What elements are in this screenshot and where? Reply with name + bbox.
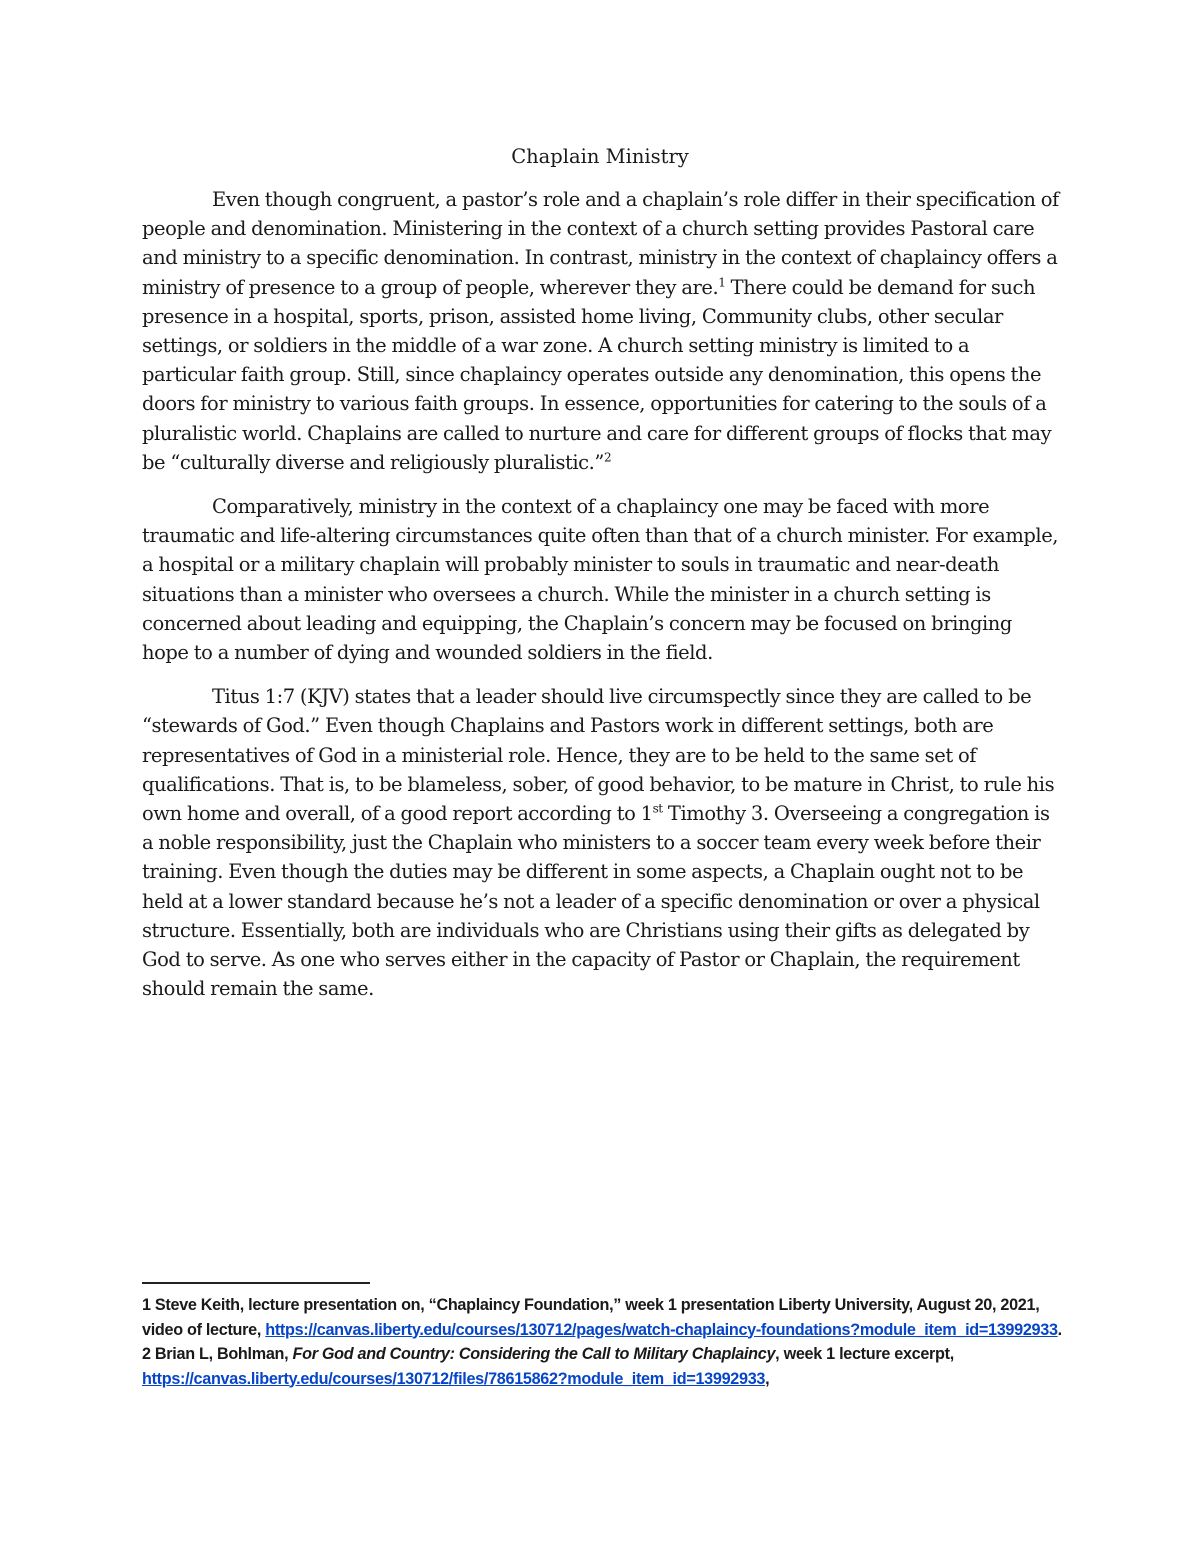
paragraph-3-text-a: Titus 1:7 (KJV) states that a leader should live circumspectly since they are called to be “stewards of God.” Even though Chaplains and Pastors work in different settings, both are representatives of God in a ministerial role. Hence, they are to be held to the same set of qualifications. That is, to be blameless, sober, of good behavior, to be mature in Christ, to rule his own home and overall, of a good report according to 1 [142, 685, 1055, 826]
footnote-2-link[interactable]: https://canvas.liberty.edu/courses/130712/files/78615862?module_item_id=13992933 [142, 1369, 766, 1388]
footnotes [142, 1293, 1072, 1391]
footnote-2 [142, 1342, 1072, 1391]
paragraph-1-text-b: There could be demand for such presence in a hospital, sports, prison, assisted home living, Community clubs, other secular settings, or soldiers in the middle of a war zone. A church setting ministry is limited to a particular faith group. Still, since chaplaincy operates outside any denomination, this opens the doors for ministry to various faith groups. In essence, opportunities for catering to the souls of a pluralistic world. Chaplains are called to nurture and care for different groups of flocks that may be “culturally diverse and religiously pluralistic.” [142, 275, 1052, 474]
paragraph-3-text-b: Timothy 3. Overseeing a congregation is a noble responsibility, just the Chaplain who ministers to a soccer team every week before their training. Even though the duties may be different in some aspects, a Chaplain ought not to be held at a lower standard because he’s not a leader of a specific denomination or over a physical structure. Essentially, both are individuals who are Christians using their gifts as delegated by God to serve. As one who serves either in the capacity of Pastor or Chaplain, the requirement should remain the same. [142, 802, 1050, 1001]
paragraph-3 [142, 682, 1062, 1003]
footnote-1-text: 1 Steve Keith, lecture presentation on, “Chaplaincy Foundation,” week 1 presentation Liberty University, August 20, 2021, video of lecture, [142, 1296, 1040, 1339]
footnote-ref-1[interactable]: 1 [718, 275, 726, 290]
footnote-separator [142, 1282, 370, 1284]
footnote-1 [142, 1293, 1072, 1342]
footnote-1-end: . [1057, 1320, 1062, 1339]
ordinal-superscript: st [652, 801, 663, 816]
footnote-2-book-title: For God and Country: Considering the Call to Military Chaplaincy [292, 1345, 776, 1363]
document-body [142, 185, 1062, 1018]
document-title: Chaplain Ministry [511, 145, 689, 168]
paragraph-2: Comparatively, ministry in the context of a chaplaincy one may be faced with more traumatic and life-altering circumstances quite often than that of a church minister. For example, a hospital or a military chaplain will probably minister to souls in traumatic and near-death situations than a minister who oversees a church. While the minister in a church setting is concerned about leading and equipping, the Chaplain’s concern may be focused on bringing hope to a number of dying and wounded soldiers in the field. [142, 495, 1059, 665]
footnote-ref-2[interactable]: 2 [603, 450, 612, 465]
footnote-2-suffix: , week 1 lecture excerpt, [775, 1345, 954, 1363]
footnote-1-link[interactable]: https://canvas.liberty.edu/courses/130712/pages/watch-chaplaincy-foundations?module_item_id=13992933 [265, 1320, 1058, 1339]
footnote-2-prefix: 2 Brian L, Bohlman, [142, 1345, 293, 1363]
paragraph-1-text-a: Even though congruent, a pastor’s role and a chaplain’s role differ in their specification of people and denomination. Ministering in the context of a church setting provides Pastoral care and ministry to a specific denomination. In contrast, ministry in the context of chaplaincy offers a ministry of presence to a group of people, wherever they are. [142, 188, 1059, 299]
footnote-2-end: , [765, 1369, 770, 1388]
paragraph-1 [142, 185, 1062, 477]
